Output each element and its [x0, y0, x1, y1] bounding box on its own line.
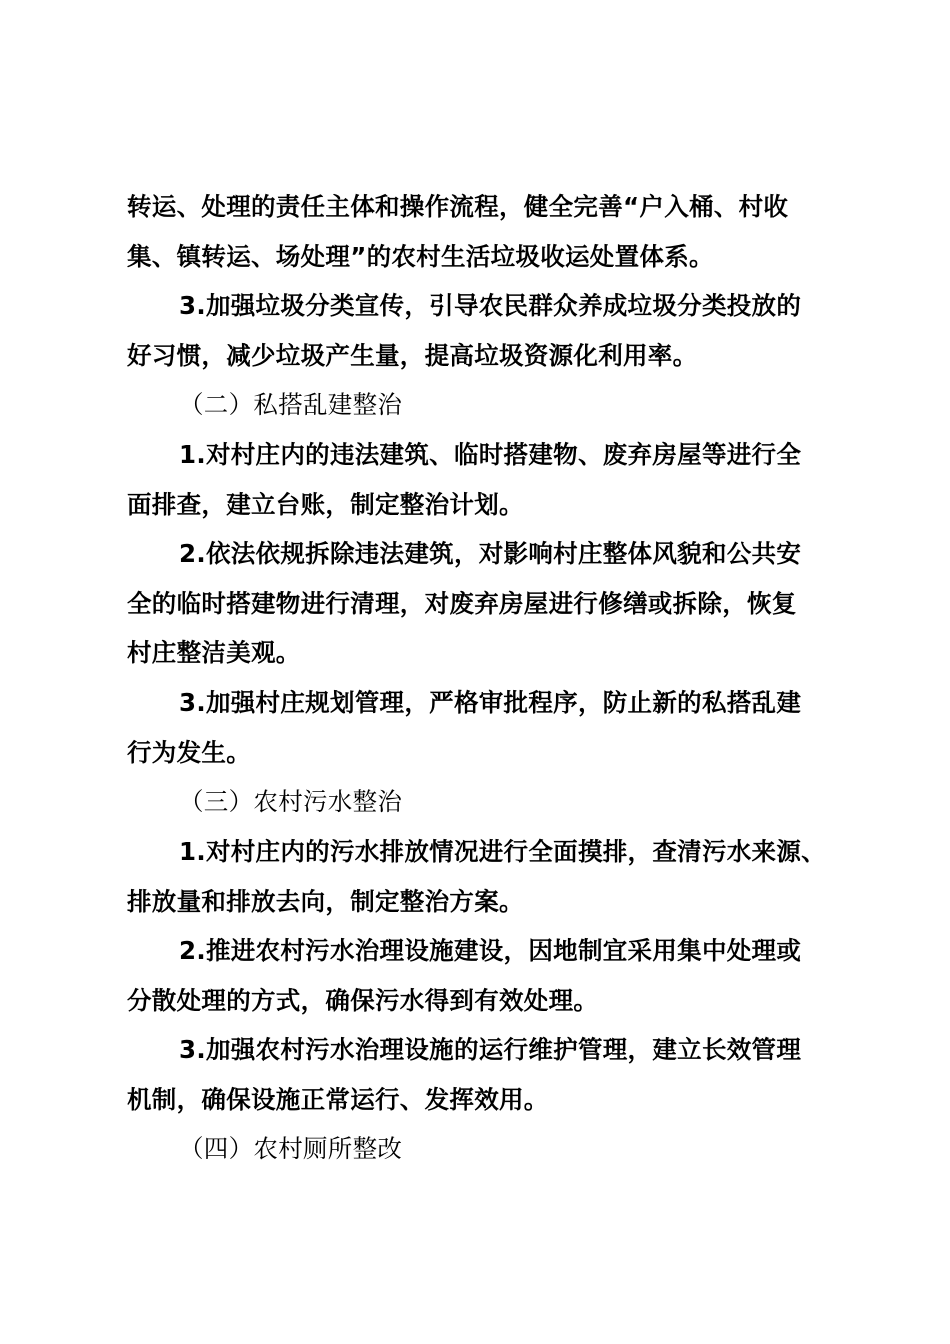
heading-text: （二）私搭乱建整治 [179, 390, 403, 419]
paragraph-item [127, 281, 857, 380]
text-line: 转运、处理的责任主体和操作流程，健全完善“户入桶、村收 [127, 192, 789, 221]
text-line: 好习惯，减少垃圾产生量，提高垃圾资源化利用率。 [127, 340, 698, 370]
text-line: 行为发生。 [127, 737, 251, 767]
text-line: 3.加强垃圾分类宣传，引导农民群众养成垃圾分类投放的 [179, 291, 802, 320]
paragraph-item [127, 827, 857, 926]
paragraph-item [127, 1025, 857, 1124]
text-line: 全的临时搭建物进行清理，对废弃房屋进行修缮或拆除，恢复 [127, 588, 797, 618]
paragraph-item [127, 678, 857, 777]
text-line: 1.对村庄内的污水排放情况进行全面摸排，查清污水来源、 [179, 837, 826, 866]
section-heading [127, 380, 857, 430]
text-line: 3.加强村庄规划管理，严格审批程序，防止新的私搭乱建 [179, 688, 802, 717]
text-line: 排放量和排放去向，制定整治方案。 [127, 886, 524, 916]
paragraph-item [127, 926, 857, 1025]
paragraph-item [127, 430, 857, 529]
text-line: 集、镇转运、场处理”的农村生活垃圾收运处置体系。 [127, 241, 714, 271]
section-heading [127, 1124, 857, 1174]
text-line: 2.依法依规拆除违法建筑，对影响村庄整体风貌和公共安 [179, 539, 802, 568]
heading-text: （三）农村污水整治 [179, 787, 403, 816]
text-line: 村庄整洁美观。 [127, 638, 301, 668]
paragraph-continuation [127, 182, 857, 281]
text-line: 分散处理的方式，确保污水得到有效处理。 [127, 985, 599, 1015]
text-line: 3.加强农村污水治理设施的运行维护管理，建立长效管理 [179, 1035, 802, 1064]
text-line: 2.推进农村污水治理设施建设，因地制宜采用集中处理或 [179, 936, 802, 965]
text-line: 1.对村庄内的违法建筑、临时搭建物、废弃房屋等进行全 [179, 440, 802, 469]
paragraph-item [127, 529, 857, 678]
section-heading [127, 777, 857, 827]
heading-text: （四）农村厕所整改 [179, 1134, 403, 1163]
text-line: 机制，确保设施正常运行、发挥效用。 [127, 1084, 549, 1114]
text-line: 面排查，建立台账，制定整治计划。 [127, 489, 524, 519]
